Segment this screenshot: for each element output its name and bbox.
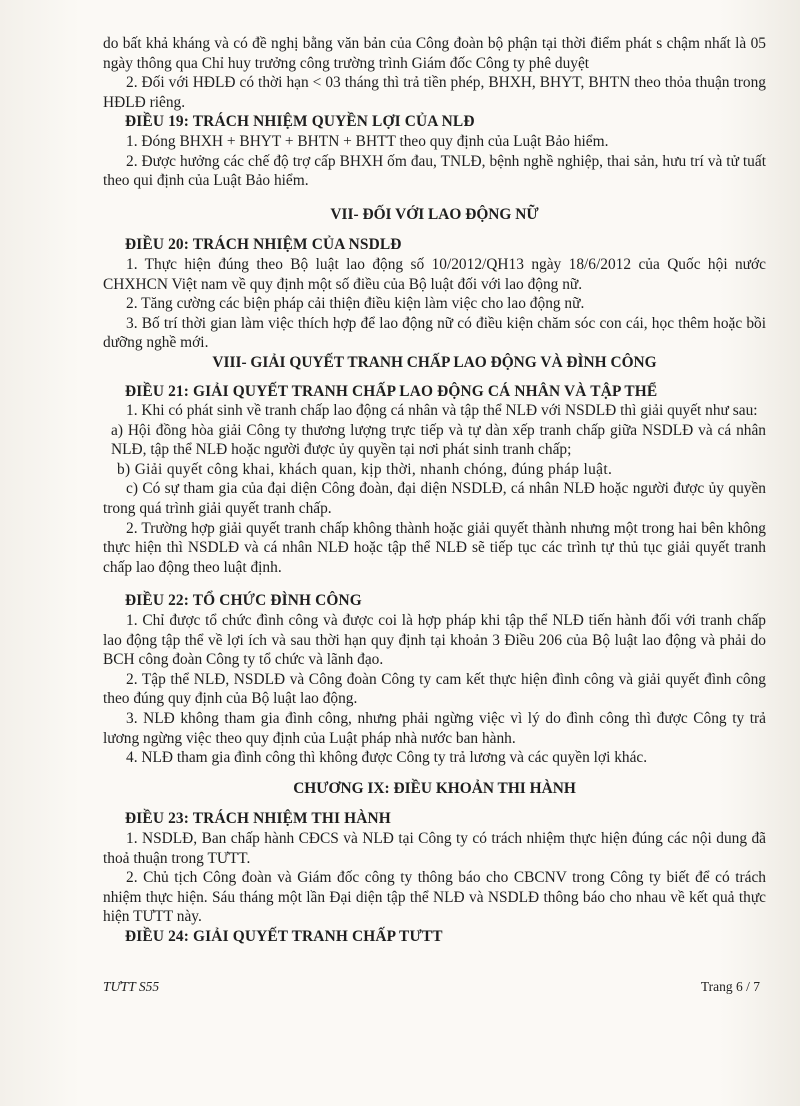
- article-heading: ĐIỀU 23: TRÁCH NHIỆM THI HÀNH: [125, 810, 391, 828]
- document-body: [103, 34, 766, 947]
- paragraph-continuation: do bất khả kháng và có đề nghị bằng văn bản của Công đoàn bộ phận tại thời điểm phát s chậm nhất là 05 ngày thông qua Chỉ huy trưởng công trường trình Giám đốc Công ty phê duyệt: [103, 35, 766, 72]
- paragraph: 1. Thực hiện đúng theo Bộ luật lao động số 10/2012/QH13 ngày 18/6/2012 của Quốc hội nước CHXHCN Việt nam về quy định một số điều của Bộ luật đối với lao động nữ.: [103, 255, 766, 293]
- article-heading: ĐIỀU 22: TỔ CHỨC ĐÌNH CÔNG: [125, 592, 362, 610]
- paragraph: 1. NSDLĐ, Ban chấp hành CĐCS và NLĐ tại Công ty có trách nhiệm thực hiện đúng các nội dung đã thoả thuận trong TƯTT.: [103, 829, 766, 867]
- paragraph: 2. Chủ tịch Công đoàn và Giám đốc công ty thông báo cho CBCNV trong Công ty biết để có trách nhiệm thực hiện. Sáu tháng một lần Đại diện tập thể NLĐ và NSDLĐ thông báo cho nhau về kết quả thực hiện TƯTT này.: [103, 869, 766, 926]
- page-number: Trang 6 / 7: [700, 979, 760, 994]
- paragraph: 1. Đóng BHXH + BHYT + BHTN + BHTT theo quy định của Luật Bảo hiểm.: [126, 132, 609, 150]
- article-heading: ĐIỀU 24: GIẢI QUYẾT TRANH CHẤP TƯTT: [125, 927, 443, 945]
- paragraph: 2. Trường hợp giải quyết tranh chấp không thành hoặc giải quyết thành nhưng một trong hai bên không thực hiện thì NSDLĐ và cá nhân NLĐ hoặc tập thể NLĐ sẽ tiếp tục các trình tự thủ tục giải quyết tranh chấp lao động theo luật định.: [103, 519, 766, 576]
- document-code: TƯTT S55: [103, 979, 160, 994]
- list-item: a) Hội đồng hòa giải Công ty thương lượng trực tiếp và tự dàn xếp tranh chấp giữa NSDLĐ và cá nhân NLĐ, tập thể NLĐ hoặc người được ủy quyền tại nơi phát sinh tranh chấp;: [111, 421, 766, 459]
- article-heading: ĐIỀU 19: TRÁCH NHIỆM QUYỀN LỢI CỦA NLĐ: [125, 113, 475, 131]
- paragraph: 3. NLĐ không tham gia đình công, nhưng phải ngừng việc vì lý do đình công thì được Công ty trả lương ngừng việc theo quy định của Luật pháp nhà nước ban hành.: [103, 710, 766, 747]
- section-heading: VIII- GIẢI QUYẾT TRANH CHẤP LAO ĐỘNG VÀ ĐÌNH CÔNG: [212, 353, 657, 371]
- paragraph: 2. Được hưởng các chế độ trợ cấp BHXH ốm đau, TNLĐ, bệnh nghề nghiệp, thai sản, hưu trí và tử tuất theo qui định của Luật Bảo hiểm.: [103, 152, 766, 190]
- article-heading: ĐIỀU 20: TRÁCH NHIỆM CỦA NSDLĐ: [125, 236, 402, 254]
- list-item: b) Giải quyết công khai, khách quan, kịp thời, nhanh chóng, đúng pháp luật.: [117, 460, 613, 478]
- paragraph: 1. Khi có phát sinh về tranh chấp lao động cá nhân và tập thể NLĐ với NSDLĐ thì giải quyết như sau:: [126, 402, 758, 420]
- chapter-heading: CHƯƠNG IX: ĐIỀU KHOẢN THI HÀNH: [293, 779, 576, 797]
- paragraph: 1. Chỉ được tổ chức đình công và được coi là hợp pháp khi tập thể NLĐ tiến hành đối với tranh chấp lao động tập thể về lợi ích và sau thời hạn quy định tại khoản 3 Điều 206 của Bộ luật lao động và phải do BCH công đoàn Công ty tổ chức và lãnh đạo.: [103, 612, 766, 669]
- paragraph: 2. Tập thể NLĐ, NSDLĐ và Công đoàn Công ty cam kết thực hiện đình công và giải quyết đình công theo đúng quy định của Bộ luật lao động.: [103, 670, 766, 708]
- paragraph: 3. Bố trí thời gian làm việc thích hợp để lao động nữ có điều kiện chăm sóc con cái, học thêm hoặc bồi dưỡng nghề mới.: [103, 314, 766, 352]
- section-heading: VII- ĐỐI VỚI LAO ĐỘNG NỮ: [330, 205, 539, 223]
- paragraph: 2. Đối với HĐLĐ có thời hạn < 03 tháng thì trả tiền phép, BHXH, BHYT, BHTN theo thỏa thuận trong HĐLĐ riêng.: [103, 74, 766, 111]
- list-item: c) Có sự tham gia của đại diện Công đoàn, đại diện NSDLĐ, cá nhân NLĐ hoặc người được ủy quyền trong quá trình giải quyết tranh chấp.: [103, 480, 766, 518]
- paragraph: 4. NLĐ tham gia đình công thì không được Công ty trả lương và các quyền lợi khác.: [126, 749, 648, 767]
- article-heading: ĐIỀU 21: GIẢI QUYẾT TRANH CHẤP LAO ĐỘNG CÁ NHÂN VÀ TẬP THỂ: [125, 382, 658, 400]
- paragraph: 2. Tăng cường các biện pháp cải thiện điều kiện làm việc cho lao động nữ.: [126, 295, 585, 313]
